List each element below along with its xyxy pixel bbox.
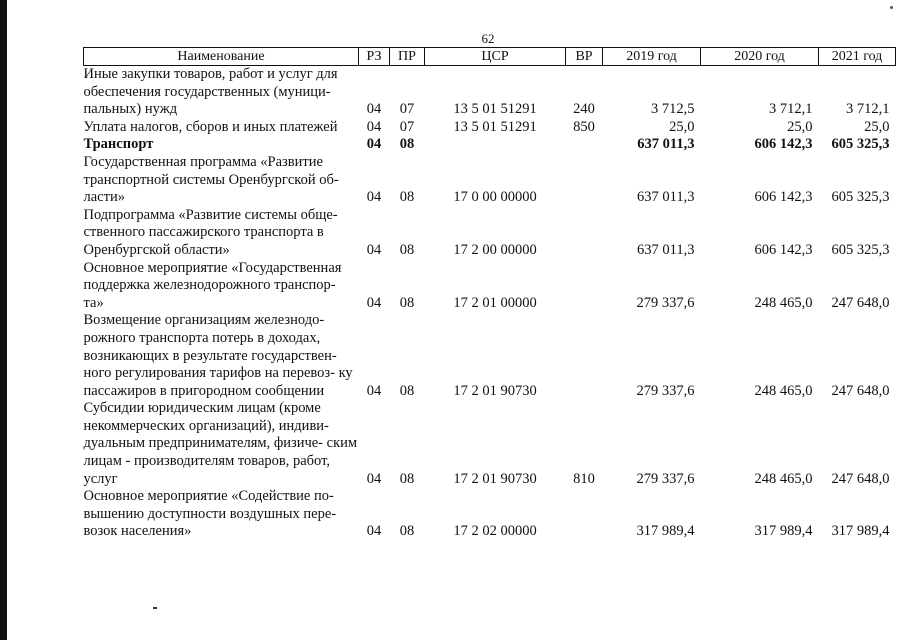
cell-2021: 25,0 [864, 118, 890, 135]
cell-name: Основное мероприятие «Содействие по- вышению доступности воздушных пере- возок населения» [83, 488, 337, 540]
header-name: Наименование [84, 48, 359, 66]
table-body [84, 66, 896, 542]
cell-pr: 08 [399, 241, 415, 258]
scan-speck [890, 6, 893, 9]
cell-rz: 04 [366, 118, 382, 135]
cell-name: Основное мероприятие «Государственная поддержка железнодорожного транспор- та» [83, 259, 342, 311]
cell-csr: 17 2 01 90730 [453, 382, 537, 399]
cell-csr: 17 2 01 00000 [453, 294, 537, 311]
cell-pr: 08 [399, 523, 415, 540]
header-vr: ВР [566, 48, 603, 66]
table-row [84, 260, 896, 313]
cell-csr: 13 5 01 51291 [453, 101, 537, 118]
cell-2019: 637 011,3 [637, 136, 695, 153]
header-2020: 2020 год [701, 48, 819, 66]
cell-rz: 04 [366, 189, 382, 206]
cell-vr [566, 260, 603, 313]
cell-name: Транспорт [83, 136, 154, 153]
cell-rz: 04 [366, 294, 382, 311]
cell-2019: 317 989,4 [636, 523, 695, 540]
cell-name: Субсидии юридическим лицам (кроме некоммерческих организаций), индиви- дуальным предпринимателям, физиче- ским лицам - производителям товаров, работ, услуг [83, 400, 358, 487]
header-csr: ЦСР [425, 48, 566, 66]
cell-2019: 637 011,3 [637, 189, 695, 206]
cell-2020: 25,0 [787, 118, 813, 135]
header-2021: 2021 год [819, 48, 896, 66]
cell-2021: 3 712,1 [846, 101, 890, 118]
cell-csr [425, 136, 566, 154]
cell-rz: 04 [366, 101, 382, 118]
cell-2021: 605 325,3 [831, 136, 890, 153]
header-pr: ПР [390, 48, 425, 66]
cell-csr: 17 2 02 00000 [453, 523, 537, 540]
cell-pr: 08 [399, 382, 415, 399]
cell-pr: 07 [399, 118, 415, 135]
header-2019: 2019 год [603, 48, 701, 66]
cell-pr: 07 [399, 101, 415, 118]
cell-name: Государственная программа «Развитие транспортной системы Оренбургской об- ласти» [83, 153, 339, 206]
table-header-row [84, 48, 896, 66]
table-row [84, 136, 896, 154]
cell-2021: 247 648,0 [831, 470, 890, 487]
cell-2021: 247 648,0 [831, 294, 890, 311]
cell-2021: 247 648,0 [831, 382, 890, 399]
table-row [84, 488, 896, 541]
cell-pr: 08 [399, 189, 415, 206]
cell-csr: 17 0 00 00000 [453, 189, 537, 206]
table-row [84, 154, 896, 207]
cell-2019: 3 712,5 [651, 101, 695, 118]
cell-2021: 605 325,3 [831, 241, 890, 258]
cell-vr [566, 312, 603, 400]
cell-rz: 04 [366, 470, 382, 487]
cell-csr: 13 5 01 51291 [453, 118, 537, 135]
cell-csr: 17 2 00 00000 [453, 241, 537, 258]
table-row [84, 207, 896, 260]
header-rz: РЗ [359, 48, 390, 66]
table-row [84, 119, 896, 137]
cell-vr: 810 [573, 470, 595, 487]
cell-2019: 279 337,6 [636, 470, 695, 487]
cell-vr: 240 [573, 101, 595, 118]
cell-2020: 248 465,0 [754, 382, 813, 399]
cell-name: Возмещение организациям железнодо- рожного транспорта потерь в доходах, возникающих в результате государствен- ного регулирования тарифов на перевоз- ку пассажиров в пригородном сообщении [83, 312, 353, 399]
cell-pr: 08 [399, 294, 415, 311]
cell-2019: 637 011,3 [637, 241, 695, 258]
cell-2019: 25,0 [669, 118, 695, 135]
cell-2020: 606 142,3 [754, 189, 813, 206]
cell-name: Иные закупки товаров, работ и услуг для обеспечения государственных (муници- пальных) нужд [83, 66, 338, 118]
cell-vr: 850 [573, 118, 595, 135]
cell-rz: 04 [366, 136, 382, 153]
cell-2020: 606 142,3 [754, 241, 813, 258]
scan-left-border [0, 0, 7, 640]
cell-2019: 279 337,6 [636, 294, 695, 311]
cell-name: Уплата налогов, сборов и иных платежей [83, 118, 338, 135]
cell-name: Подпрограмма «Развитие системы обще- ственного пассажирского транспорта в Оренбургской области» [83, 206, 338, 258]
page-number: 62 [481, 31, 495, 46]
table-row [84, 400, 896, 488]
cell-vr [566, 136, 603, 154]
cell-rz: 04 [366, 241, 382, 258]
scan-speck [153, 607, 157, 609]
cell-pr: 08 [399, 470, 415, 487]
cell-2021: 605 325,3 [831, 189, 890, 206]
budget-table [83, 47, 896, 541]
cell-vr [566, 154, 603, 207]
cell-2021: 317 989,4 [831, 523, 890, 540]
cell-vr [566, 207, 603, 260]
cell-2020: 317 989,4 [754, 523, 813, 540]
cell-2019: 279 337,6 [636, 382, 695, 399]
cell-rz: 04 [366, 523, 382, 540]
cell-rz: 04 [366, 382, 382, 399]
cell-2020: 248 465,0 [754, 470, 813, 487]
table-row [84, 312, 896, 400]
cell-pr: 08 [399, 136, 415, 153]
cell-2020: 606 142,3 [754, 136, 813, 153]
table-row [84, 66, 896, 119]
budget-table-container [83, 47, 895, 541]
cell-csr: 17 2 01 90730 [453, 470, 537, 487]
cell-2020: 3 712,1 [769, 101, 813, 118]
cell-2020: 248 465,0 [754, 294, 813, 311]
cell-vr [566, 488, 603, 541]
